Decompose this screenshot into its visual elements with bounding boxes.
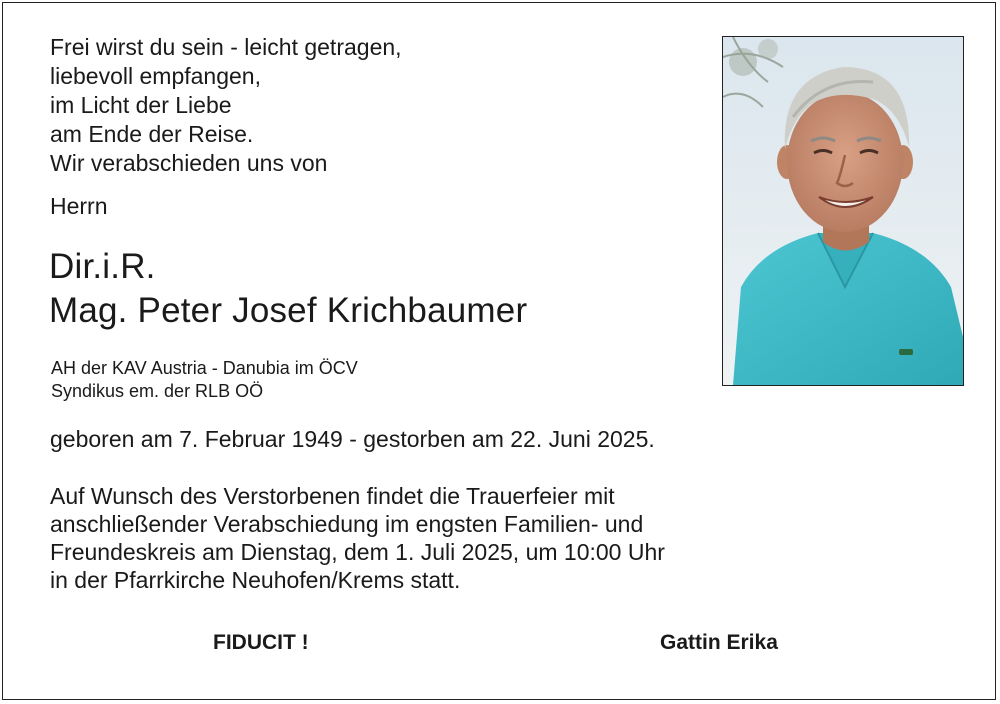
info-line: Auf Wunsch des Verstorbenen findet die Trauerfeier mit xyxy=(50,483,615,509)
funeral-info xyxy=(50,482,665,594)
deceased-name xyxy=(49,245,527,333)
signature-spouse: Gattin Erika xyxy=(660,631,778,654)
name-title: Dir.i.R. xyxy=(49,247,156,286)
poem xyxy=(50,33,402,178)
portrait-photo-icon xyxy=(723,37,963,385)
life-dates: geboren am 7. Februar 1949 - gestorben am 22. Juni 2025. xyxy=(50,426,655,452)
poem-line: im Licht der Liebe xyxy=(50,92,232,118)
poem-line: am Ende der Reise. xyxy=(50,121,254,147)
poem-line: Frei wirst du sein - leicht getragen, xyxy=(50,34,402,60)
poem-line: liebevoll empfangen, xyxy=(50,63,261,89)
info-line: Freundeskreis am Dienstag, dem 1. Juli 2025, um 10:00 Uhr xyxy=(50,539,665,565)
info-line: anschließender Verabschiedung im engsten Familien- und xyxy=(50,511,644,537)
affiliation-line: Syndikus em. der RLB OÖ xyxy=(51,381,264,401)
salutation: Herrn xyxy=(50,193,108,219)
signature-fiducit: FIDUCIT ! xyxy=(213,631,309,654)
info-line: in der Pfarrkirche Neuhofen/Krems statt. xyxy=(50,567,461,593)
poem-line: Wir verabschieden uns von xyxy=(50,150,328,176)
name-full: Mag. Peter Josef Krichbaumer xyxy=(49,291,528,330)
portrait-photo xyxy=(722,36,964,386)
affiliations xyxy=(51,357,358,403)
affiliation-line: AH der KAV Austria - Danubia im ÖCV xyxy=(51,358,358,378)
